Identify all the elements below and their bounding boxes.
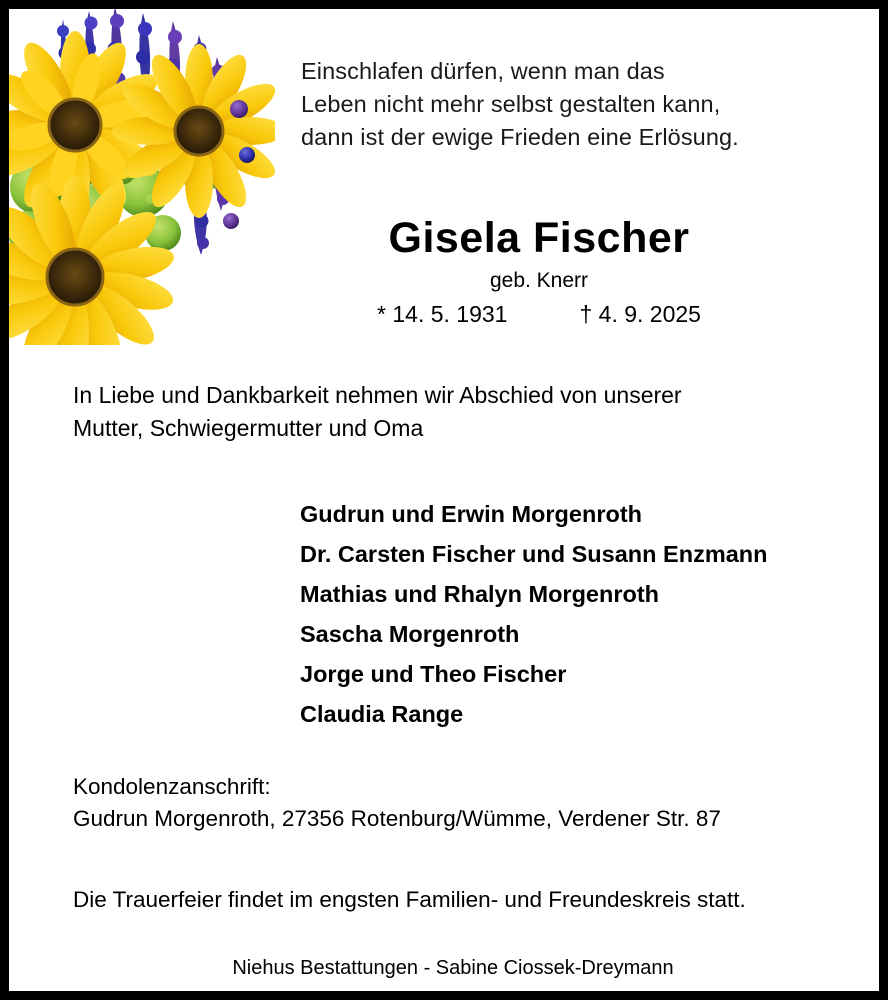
ceremony-note: Die Trauerfeier findet im engsten Familien- und Freundeskreis statt. [73,887,746,912]
condolence-address: Gudrun Morgenroth, 27356 Rotenburg/Wümme, Verdener Str. 87 [73,806,721,831]
death-date: † 4. 9. 2025 [579,301,701,327]
memorial-verse [301,55,861,154]
list-item: Dr. Carsten Fischer und Susann Enzmann [300,541,768,567]
condolence-block [73,771,883,835]
list-item: Gudrun und Erwin Morgenroth [300,501,643,527]
verse-line-2: Leben nicht mehr selbst gestalten kann, [301,91,721,117]
list-item: Sascha Morgenroth [300,621,520,647]
verse-line-3: dann ist der ewige Frieden eine Erlösung. [301,124,739,150]
sunflower-bouquet-icon [3,5,275,345]
life-dates [259,299,819,329]
birth-date: * 14. 5. 1931 [377,301,508,327]
list-item: Jorge und Theo Fischer [300,661,567,687]
maiden-name: geb. Knerr [489,269,589,292]
condolence-label: Kondolenzanschrift: [73,774,271,799]
intro-line-1: In Liebe und Dankbarkeit nehmen wir Abschied von unserer [73,382,682,408]
notice-inner [9,9,879,991]
farewell-intro [73,379,873,445]
list-item: Claudia Range [300,701,464,727]
deceased-name: Gisela Fischer [388,214,690,262]
name-block [259,213,819,329]
funeral-home-credit: Niehus Bestattungen - Sabine Ciossek-Dreymann [232,957,674,979]
verse-line-1: Einschlafen dürfen, wenn man das [301,58,665,84]
intro-line-2: Mutter, Schwiegermutter und Oma [73,415,424,441]
list-item: Mathias und Rhalyn Morgenroth [300,581,660,607]
survivors-list [300,494,880,734]
